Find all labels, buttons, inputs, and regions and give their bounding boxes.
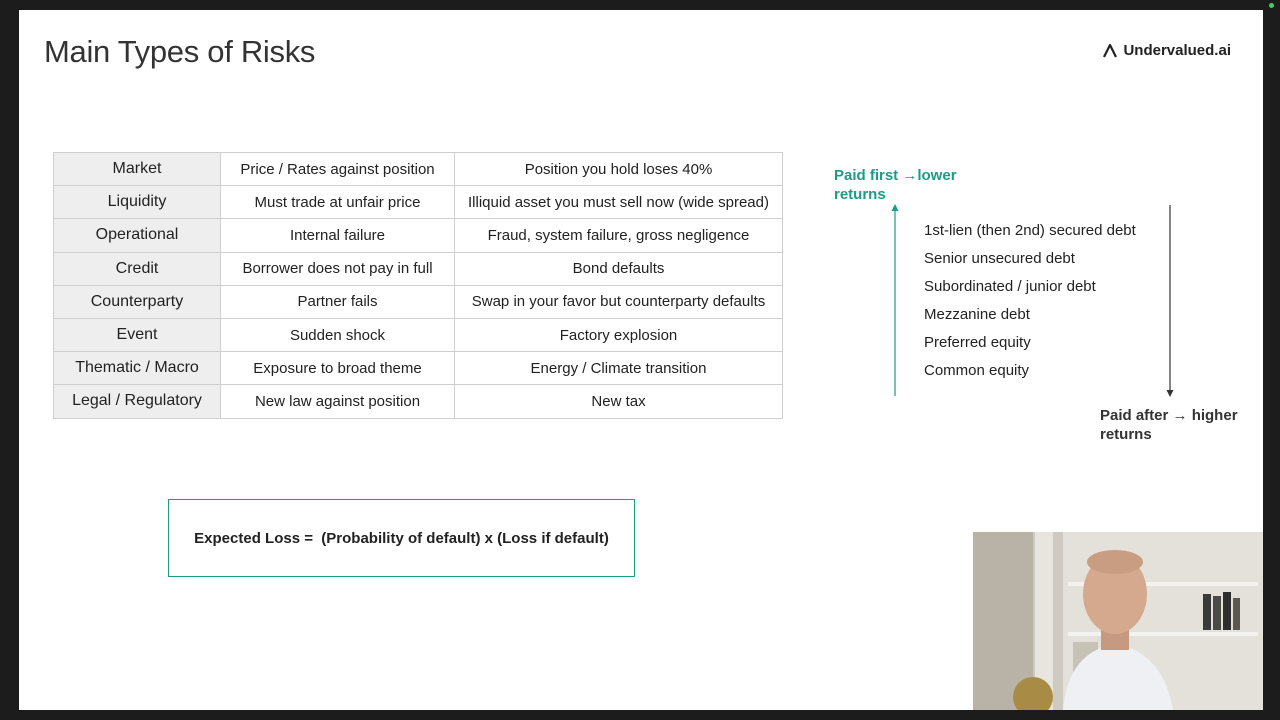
paid-first-label: [834, 166, 957, 204]
arrow-down-icon: [1162, 205, 1178, 398]
table-row: [54, 318, 783, 351]
risk-example-cell: Illiquid asset you must sell now (wide spread): [455, 186, 783, 219]
arrow-up-icon: [887, 203, 903, 396]
risk-example-cell: Fraud, system failure, gross negligence: [455, 219, 783, 252]
risk-example-cell: New tax: [455, 385, 783, 418]
brand-name: Undervalued.ai: [1123, 42, 1231, 59]
presenter-webcam: [973, 532, 1263, 710]
risk-type-cell: Thematic / Macro: [54, 352, 221, 385]
risk-example-cell: Position you hold loses 40%: [455, 153, 783, 186]
paid-after-line-1: Paid after → higher: [1100, 407, 1238, 424]
risk-type-cell: Operational: [54, 219, 221, 252]
risk-description-cell: Internal failure: [221, 219, 455, 252]
table-row: [54, 385, 783, 418]
list-item: Subordinated / junior debt: [924, 278, 1096, 295]
table-row: [54, 219, 783, 252]
risk-description-cell: Exposure to broad theme: [221, 352, 455, 385]
risk-description-cell: Price / Rates against position: [221, 153, 455, 186]
risk-description-cell: Partner fails: [221, 285, 455, 318]
risk-description-cell: Borrower does not pay in full: [221, 252, 455, 285]
risk-type-cell: Legal / Regulatory: [54, 385, 221, 418]
paid-after-line-2: returns: [1100, 426, 1152, 443]
table-row: [54, 153, 783, 186]
list-item: Preferred equity: [924, 334, 1031, 351]
risk-types-table: [53, 152, 783, 419]
expected-loss-formula: Expected Loss = (Probability of default) x (Loss if default): [168, 499, 635, 577]
table-row: [54, 285, 783, 318]
paid-first-line-1: Paid first →lower: [834, 167, 957, 184]
risk-description-cell: Sudden shock: [221, 318, 455, 351]
risk-example-cell: Factory explosion: [455, 318, 783, 351]
presenter-video-image: [973, 532, 1263, 710]
risk-type-cell: Credit: [54, 252, 221, 285]
paid-after-label: [1100, 406, 1238, 444]
list-item: 1st-lien (then 2nd) secured debt: [924, 222, 1136, 239]
risk-example-cell: Energy / Climate transition: [455, 352, 783, 385]
list-item: Mezzanine debt: [924, 306, 1030, 323]
table-row: [54, 252, 783, 285]
recording-indicator: [1269, 3, 1274, 8]
table-row: [54, 186, 783, 219]
risk-type-cell: Event: [54, 318, 221, 351]
list-item: Senior unsecured debt: [924, 250, 1075, 267]
risk-type-cell: Liquidity: [54, 186, 221, 219]
list-item: Common equity: [924, 362, 1030, 379]
brand-logo: [1103, 42, 1231, 59]
table-row: [54, 352, 783, 385]
risk-example-cell: Swap in your favor but counterparty defaults: [455, 285, 783, 318]
risk-description-cell: Must trade at unfair price: [221, 186, 455, 219]
slide-title: Main Types of Risks: [44, 34, 316, 69]
risk-example-cell: Bond defaults: [455, 252, 783, 285]
risk-type-cell: Market: [54, 153, 221, 186]
paid-first-line-2: returns: [834, 186, 886, 203]
risk-description-cell: New law against position: [221, 385, 455, 418]
risk-type-cell: Counterparty: [54, 285, 221, 318]
capital-structure-list: [924, 222, 1136, 390]
brand-mark-icon: [1103, 44, 1117, 58]
